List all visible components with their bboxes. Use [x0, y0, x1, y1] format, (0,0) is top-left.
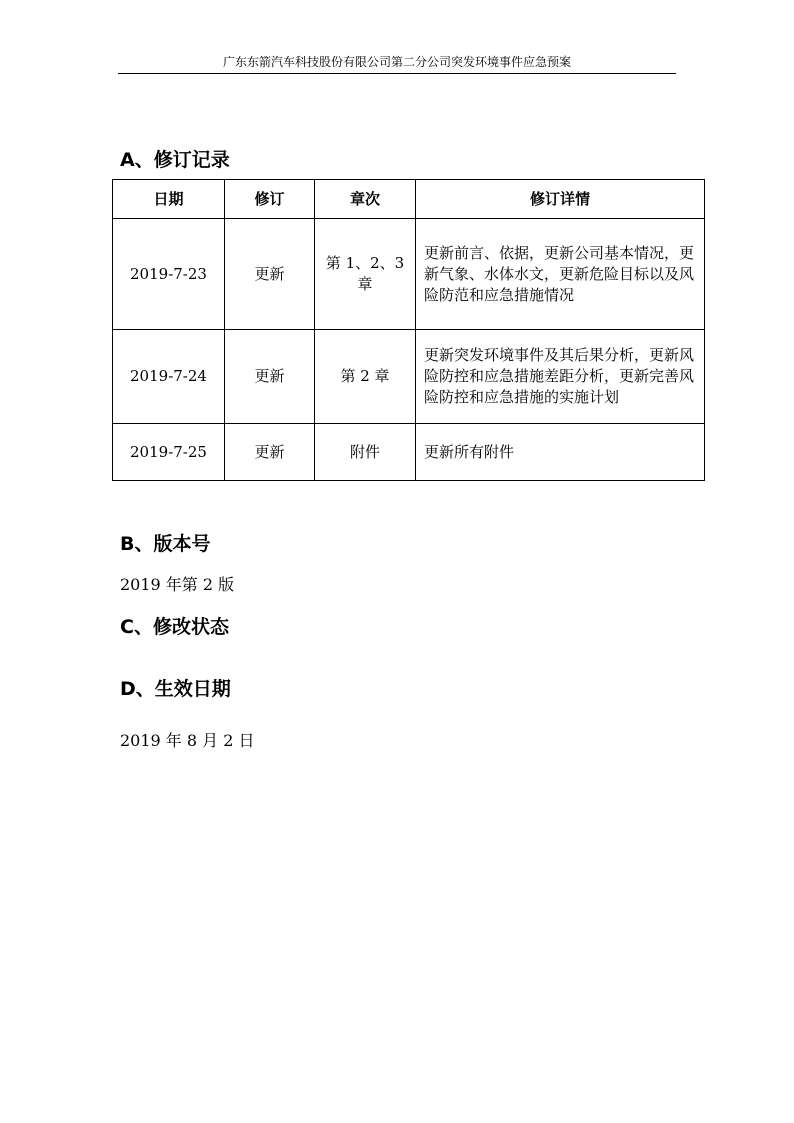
- section-b-heading: B、版本号: [120, 533, 211, 555]
- revision-table: [112, 179, 705, 481]
- version-number: 2019 年第 2 版: [120, 575, 235, 594]
- cell-revision: 更新: [225, 330, 315, 424]
- table-row: [113, 219, 705, 330]
- section-d-heading: D、生效日期: [120, 678, 231, 700]
- header-chapter: 章次: [315, 180, 416, 219]
- header-date: 日期: [113, 180, 225, 219]
- section-c-heading: C、修改状态: [120, 616, 229, 638]
- cell-details: 更新前言、依据，更新公司基本情况，更新气象、水体水文，更新危险目标以及风险防范和应急措施情况: [416, 219, 705, 330]
- cell-details: 更新突发环境事件及其后果分析，更新风险防控和应急措施差距分析，更新完善风险防控和应急措施的实施计划: [416, 330, 705, 424]
- section-a-heading: A、修订记录: [120, 149, 230, 171]
- effective-date: 2019 年 8 月 2 日: [120, 731, 255, 750]
- page-header: 广东东箭汽车科技股份有限公司第二分公司突发环境事件应急预案: [118, 54, 676, 74]
- table-row: [113, 330, 705, 424]
- cell-revision: 更新: [225, 424, 315, 481]
- cell-date: 2019-7-24: [113, 330, 225, 424]
- table-row: [113, 424, 705, 481]
- cell-date: 2019-7-23: [113, 219, 225, 330]
- header-details: 修订详情: [416, 180, 705, 219]
- cell-chapter: 附件: [315, 424, 416, 481]
- cell-chapter: 第 1、2、3 章: [315, 219, 416, 330]
- header-revision: 修订: [225, 180, 315, 219]
- table-header-row: [113, 180, 705, 219]
- cell-revision: 更新: [225, 219, 315, 330]
- cell-chapter: 第 2 章: [315, 330, 416, 424]
- cell-details: 更新所有附件: [416, 424, 705, 481]
- cell-date: 2019-7-25: [113, 424, 225, 481]
